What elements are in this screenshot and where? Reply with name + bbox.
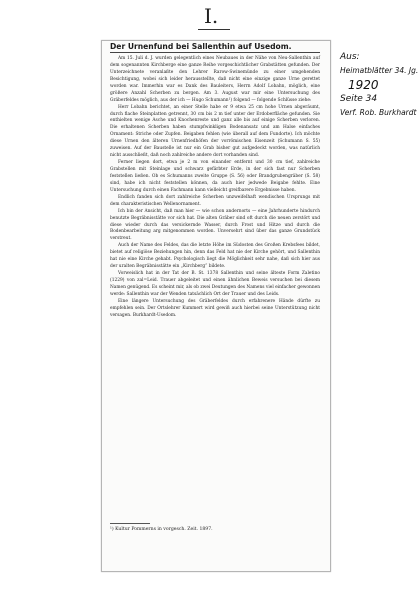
paragraph-6: Auch der Name des Feldes, das die letzte Höhe im Südosten des Großen Krebsfees bildet, bietet auf religiöse Beziehungen hin, denn das Feld hat nie der Kirche gehört, und Sallenthin hat nie eine Kirche gehabt. Psychologisch liegt die Möglichkeit sehr nahe, daß sich hier aus der uralten Begräbnisstätte ein „Kirchberg“ bildete.	[110, 243, 320, 270]
paragraph-7: Vorweislich hat in der Tat der B. St. 1378 Sallenthin und seine älteste Form Zaletino (1229) von zal=Leid. Trauer abgeleitet und einen ähnlichen Beweis versuchen bei diesem Namen genügend. Es scheint mir, als ob zwei Deutungen des Namens viel einfacher gewonnen werde: Sallenthin war der Wenden tatsächlich Ort der Trauer und des Leids.	[110, 271, 320, 297]
footnote-rule	[110, 523, 150, 524]
paragraph-3: Ferner liegen dort, etwa je 2 m von einander entfernt und 30 cm tief, zahlreiche Grabstellen mit Steinlage und schwarz gefärbter Erde, in der sich fast nur Scherben feststellen ließen. Ob es Schumanns zweite Gruppe (S. 56) oder Brandgrubengräber (S. 58) sind, habe ich nicht feststellen können, da auch hier jedwede Beigabe fehlte. Eine Untersuchung durch einen Fachmann kann vielleicht greifbarere Ergebnisse haben.	[110, 160, 320, 193]
note-line-author: Verf. Rob. Burkhardt	[340, 108, 417, 117]
note-line-aus: Aus:	[340, 52, 360, 62]
footnote: ¹) Kultur Pommerns in vorgesch. Zeit. 1897.	[110, 527, 213, 532]
note-line-year: 1920	[348, 78, 379, 92]
paragraph-1: Am 15. Juli d. J. wurden gelegentlich eines Neubaues in der Nähe von Neu-Sallenthin auf dem sogenannten Kirchberge eine ganze Reihe vorgeschichtlicher Grabstätten gefunden. Der Unterzeichnete veranlaßte den Lehrer Rarow-Swinemünde zu einer umgehenden Besichtigung, wobei sich leider herausstellte, daß nicht eine einzige ganze Urne gerettet worden war. Immerhin war es Dank des Bauleiters, Herrn Adolf Lobahn, möglich, eine größere Anzahl Scherben zu bergen. Am 3. August war mir eine Untersuchung des Gräberfeldes möglich, aus der ich — Hugo Schumann¹) folgend — folgende Schlüsse ziehe:	[110, 56, 320, 103]
clipping-body	[110, 56, 320, 320]
page-number-underline	[198, 29, 230, 30]
handwritten-source-note	[340, 50, 416, 120]
clipping-title: Der Urnenfund bei Sallenthin auf Usedom.	[110, 42, 292, 51]
paragraph-8: Eine längere Untersuchung des Gräberfeldes durch erfahrenere Hände dürfte zu empfehlen sein. Der Ortslehrer Kummert wird gewiß auch hierbei seine Unterstützung nicht versagen. Burkhardt-Usedom.	[110, 298, 320, 318]
title-rule	[110, 52, 320, 53]
paragraph-4: Endlich fanden sich dort zahlreiche Scherben unzweifelhaft wendischen Ursprungs mit dem charakteristischen Wellenornament.	[110, 194, 320, 207]
note-line-publication: Heimatblätter 34. Jg.	[340, 66, 418, 75]
page-number-mark: I.	[204, 4, 219, 28]
note-line-page: Seite 34	[340, 94, 378, 104]
paragraph-5: Ich bin der Ansicht, daß man hier — wie schon andernorts — eine Jahrhunderte hindurch benutzte Begräbnisstätte vor sich hat. Die alten Gräber sind oft durch die neuen zerstört und diese wieder durch das versickernde Wasser, durch Frost und Hitze und durch die Bodenbearbeitung arg mitgenommen worden. Unversehrt sind über das ganze Grundstück verstreut.	[110, 208, 320, 242]
paragraph-2: Herr Lobahn berichtet, an einer Stelle habe er 9 etwa 25 cm hohe Urnen abgeräumt, durch flache Steinplatten getrennt, 30 cm bis 2 m tief unter der Erdoberfläche gefunden. Sie enthielten wenige Asche und Knochenreste und ganz alle bis auf einige Scherben verloren. Die erhaltenen Scherben haben stumpfwinkligen Bodenansatz und am Halse einfaches Ornament: Striche oder Zupfen. Beigaben fehlen (wie überall auf dem Fundorte). Ich möchte diese Urnen den älteren Urnenfriedhöfen der vorrömischen Eisenzeit (Schumann S. 55) zuweisen. Auf der Baustelle ist nur ein Grab bisher gut aufgedeckt worden, was natürlich nicht ausschließt, daß noch zahlreiche andere dort vorhanden sind.	[110, 104, 320, 159]
